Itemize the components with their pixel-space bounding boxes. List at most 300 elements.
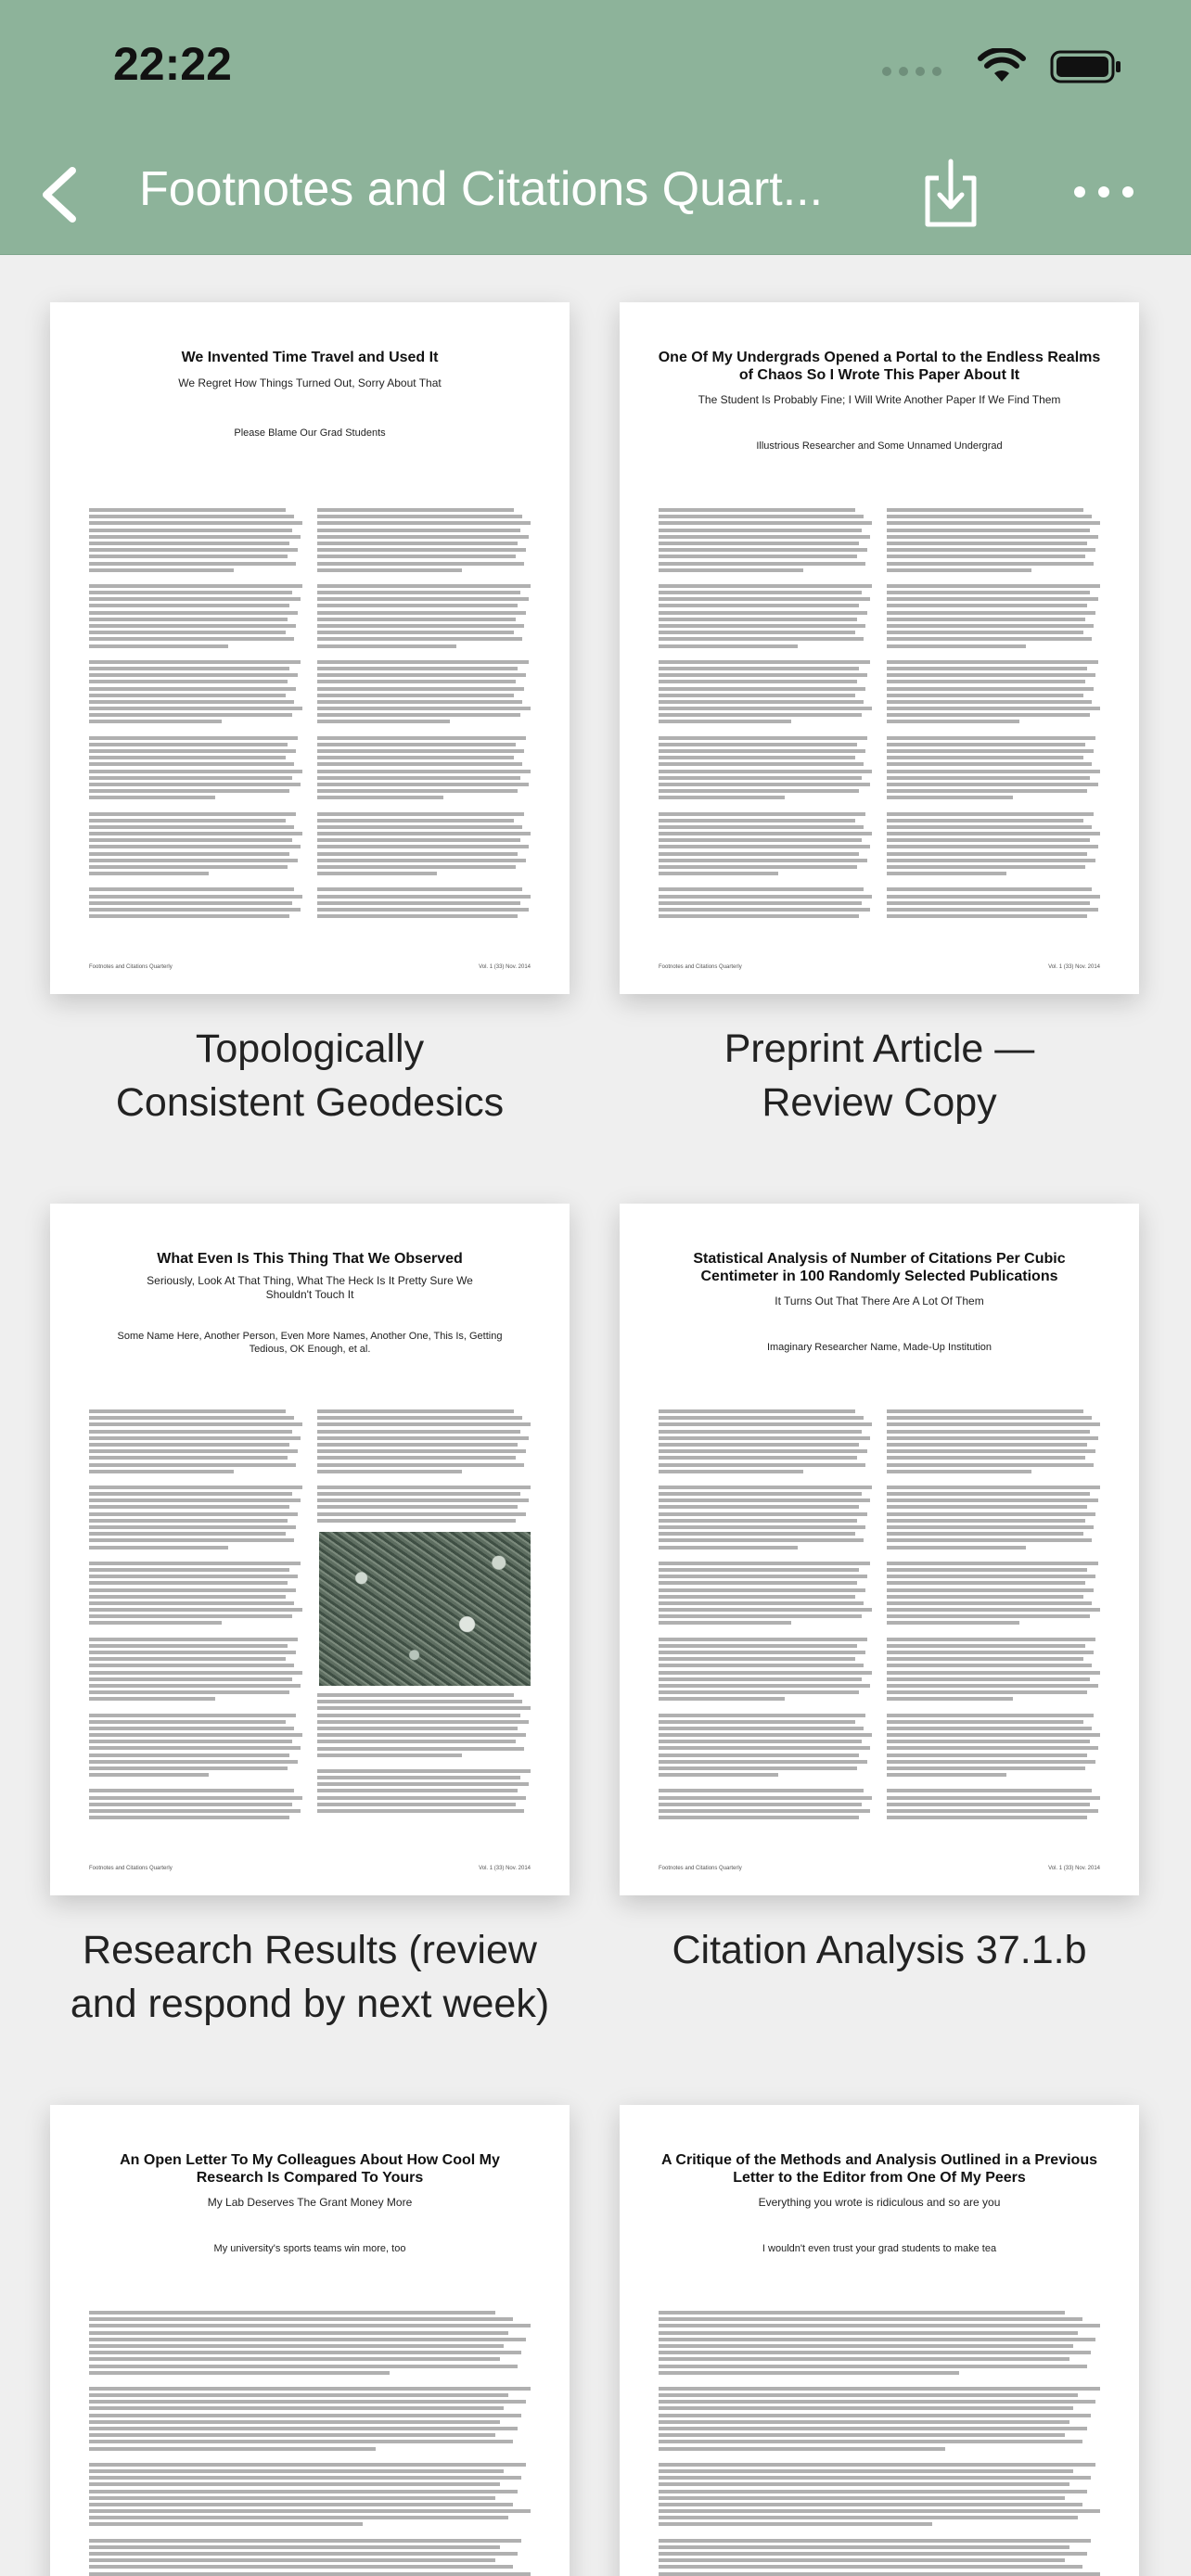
body-text-line — [89, 1538, 294, 1542]
body-text-line — [659, 2378, 1100, 2387]
body-text-line — [659, 529, 862, 532]
body-text-line — [317, 521, 531, 525]
body-text-line — [887, 1740, 1090, 1743]
body-text-line — [89, 2378, 531, 2387]
body-text-line — [89, 2463, 526, 2467]
body-text-line — [89, 1422, 302, 1426]
body-text-line — [659, 631, 855, 634]
paper-author: Please Blame Our Grad Students — [234, 427, 386, 439]
body-text-line — [89, 2552, 518, 2556]
body-text-line — [887, 812, 1094, 816]
body-text-line — [887, 895, 1100, 899]
body-text-line — [317, 1753, 462, 1757]
body-text-line — [659, 673, 867, 677]
body-text-line — [659, 1803, 862, 1806]
body-text-line — [887, 872, 1006, 875]
body-text-line — [89, 1651, 296, 1654]
body-text-line — [89, 1779, 302, 1789]
body-text-line — [89, 2572, 531, 2576]
body-text-line — [659, 1720, 855, 1724]
body-text-line — [887, 803, 1100, 812]
body-text-line — [659, 1436, 870, 1440]
page-footer-left: Footnotes and Citations Quarterly — [89, 964, 173, 970]
body-text-line — [317, 1505, 518, 1509]
body-text-line — [659, 1753, 859, 1757]
body-text-line — [659, 1816, 859, 1819]
body-text-line — [887, 1677, 1090, 1681]
body-text-line — [89, 667, 289, 670]
body-text-line — [317, 1782, 529, 1786]
body-text-line — [887, 1733, 1100, 1737]
body-text-line — [887, 707, 1100, 710]
body-text-line — [89, 720, 222, 723]
body-text-line — [89, 2351, 521, 2354]
body-text-line — [89, 1443, 289, 1447]
page-footer-right: Vol. 1 (33) Nov. 2014 — [1048, 1866, 1100, 1871]
body-text-line — [89, 1740, 292, 1743]
body-text-line — [887, 1505, 1087, 1509]
body-text-line — [317, 1498, 529, 1502]
body-text-line — [317, 700, 522, 704]
body-text-line — [317, 707, 531, 710]
body-text-line — [317, 1760, 531, 1769]
body-text-line — [659, 770, 872, 773]
body-text-line — [89, 812, 296, 816]
body-text-line — [887, 1753, 1087, 1757]
body-text-line — [659, 2482, 1069, 2486]
body-text-line — [317, 568, 462, 572]
body-text-line — [659, 575, 872, 584]
body-text-line — [89, 651, 302, 660]
body-text-line — [659, 1422, 872, 1426]
body-text-line — [317, 783, 529, 786]
body-text-line — [89, 1753, 289, 1757]
body-text-line — [659, 555, 857, 558]
body-text-line — [887, 713, 1090, 717]
body-text-line — [317, 631, 514, 634]
body-text-line — [317, 901, 520, 905]
body-text-line — [887, 1470, 1031, 1473]
body-text-line — [887, 1644, 1085, 1648]
body-text-line — [659, 1601, 864, 1605]
body-text-line — [89, 895, 302, 899]
body-text-line — [659, 872, 778, 875]
body-text-line — [887, 1727, 1092, 1730]
paper-title: Statistical Analysis of Number of Citations Per Cubic Centimeter in 100 Randomly Selected Publications — [693, 1251, 1066, 1284]
body-text-line — [659, 521, 872, 525]
body-text-line — [89, 1720, 286, 1724]
body-text-line — [317, 591, 520, 594]
body-text-line — [89, 2503, 513, 2506]
body-text-line — [659, 865, 857, 869]
body-text-line — [89, 529, 292, 532]
body-text-line — [659, 1733, 872, 1737]
more-options-button[interactable] — [1067, 169, 1141, 215]
body-text-line — [659, 1486, 872, 1489]
body-text-line — [659, 736, 867, 740]
body-text-line — [887, 1773, 1006, 1777]
body-text-line — [659, 783, 870, 786]
body-text-line — [887, 1562, 1098, 1565]
body-text-line — [317, 584, 531, 588]
body-text-line — [659, 852, 859, 856]
body-text-line — [317, 1714, 520, 1717]
body-text-line — [89, 1546, 228, 1549]
body-text-line — [89, 1532, 286, 1536]
body-text-line — [659, 2530, 1100, 2539]
body-text-line — [317, 812, 524, 816]
paper-subtitle: Seriously, Look At That Thing, What The Heck Is It Pretty Sure We Shouldn't Touch It — [147, 1274, 473, 1301]
body-text-line — [659, 825, 864, 829]
body-text-line — [317, 796, 443, 799]
body-text-line — [887, 1671, 1100, 1675]
body-text-line — [659, 1552, 872, 1562]
body-text-line — [89, 1430, 292, 1434]
ellipsis-icon — [1067, 169, 1141, 215]
document-thumbnail[interactable] — [50, 1204, 570, 1895]
body-text-line — [317, 838, 520, 842]
body-text-line — [89, 832, 302, 835]
body-text-line — [659, 707, 872, 710]
page-footer-left: Footnotes and Citations Quarterly — [89, 1866, 173, 1871]
body-text-line — [887, 1532, 1083, 1536]
document-thumbnail[interactable] — [620, 2105, 1139, 2576]
body-text-line — [317, 1727, 518, 1730]
document-caption[interactable]: Topologically Consistent Geodesics — [115, 1027, 505, 1125]
paper-title: A Critique of the Methods and Analysis Outlined in a Previous Letter to the Editor from One Of My Peers — [661, 2152, 1097, 2186]
body-text-line — [659, 2552, 1087, 2556]
paper-title: One Of My Undergrads Opened a Portal to the Endless Realms of Chaos So I Wrote This Paper About It — [658, 350, 1101, 383]
body-text-line — [659, 611, 867, 615]
paper-subtitle: It Turns Out That There Are A Lot Of Them — [775, 1294, 984, 1307]
body-text-line — [659, 1638, 867, 1641]
body-text-line — [887, 756, 1083, 759]
body-text-line — [317, 736, 526, 740]
body-text-line — [659, 562, 865, 566]
body-text-line — [887, 515, 1092, 518]
body-text-line — [89, 776, 292, 780]
body-text-line — [659, 568, 803, 572]
body-text-line — [887, 1486, 1100, 1489]
body-text-line — [887, 1657, 1083, 1661]
body-text-line — [659, 1588, 865, 1592]
body-text-line — [659, 1532, 855, 1536]
body-text-line — [887, 1816, 1087, 1819]
body-text-line — [89, 1677, 292, 1681]
page-footer-left: Footnotes and Citations Quarterly — [659, 964, 742, 970]
page-footer-right: Vol. 1 (33) Nov. 2014 — [479, 1866, 531, 1871]
body-text-line — [659, 2393, 1078, 2397]
body-text-line — [887, 1525, 1094, 1529]
body-text-line — [659, 644, 798, 648]
body-text-line — [659, 700, 864, 704]
body-text-line — [659, 1809, 870, 1813]
body-text-line — [887, 673, 1095, 677]
body-text-line — [659, 1677, 862, 1681]
body-text-line — [659, 1714, 865, 1717]
body-text-line — [317, 825, 522, 829]
document-grid — [0, 254, 1191, 2576]
body-text-line — [89, 535, 301, 539]
body-text-line — [89, 2440, 513, 2443]
body-text-line — [317, 1693, 514, 1697]
body-text-line — [887, 825, 1092, 829]
body-text-line — [659, 1562, 870, 1565]
body-text-line — [317, 1809, 524, 1813]
document-caption[interactable]: Preprint Article — Review Copy — [724, 1027, 1035, 1125]
body-text-line — [887, 1608, 1100, 1612]
body-text-line — [89, 1664, 294, 1667]
body-text-line — [659, 1595, 855, 1599]
text-column — [89, 508, 302, 921]
body-text-line — [317, 1796, 526, 1800]
body-text-line — [89, 2393, 508, 2397]
body-text-line — [887, 1714, 1094, 1717]
body-text-line — [89, 736, 298, 740]
body-text-line — [659, 901, 862, 905]
body-text-line — [659, 2427, 1087, 2430]
body-text-line — [659, 1546, 798, 1549]
body-text-line — [659, 803, 872, 812]
body-text-line — [659, 1621, 791, 1625]
nav-title: Footnotes and Citations Quart... — [139, 162, 824, 216]
body-text-line — [317, 687, 524, 691]
body-text-line — [887, 789, 1087, 793]
body-text-line — [89, 2496, 495, 2500]
body-text-line — [89, 1760, 298, 1764]
body-text-line — [659, 908, 870, 912]
body-text-line — [89, 2371, 390, 2375]
body-text-line — [89, 2490, 518, 2493]
body-text-line — [89, 1638, 298, 1641]
body-text-line — [887, 1588, 1094, 1592]
body-text-line — [89, 1789, 294, 1792]
body-text-line — [317, 1519, 516, 1523]
body-text-line — [659, 2338, 1095, 2341]
body-text-line — [659, 2387, 1100, 2391]
body-text-line — [317, 611, 526, 615]
body-text-line — [659, 1644, 857, 1648]
body-text-line — [887, 852, 1087, 856]
body-text-line — [659, 838, 862, 842]
body-text-line — [659, 597, 870, 601]
body-text-line — [89, 2522, 363, 2526]
body-text-line — [317, 660, 529, 664]
body-text-line — [89, 1456, 288, 1460]
body-text-line — [887, 776, 1090, 780]
body-text-line — [659, 2539, 1091, 2543]
body-text-line — [659, 1463, 865, 1467]
body-text-line — [659, 1409, 855, 1413]
body-text-line — [89, 1498, 301, 1502]
body-text-line — [89, 707, 302, 710]
body-text-line — [659, 1470, 803, 1473]
body-text-line — [89, 1505, 289, 1509]
body-text-line — [317, 673, 526, 677]
body-text-line — [887, 1456, 1085, 1460]
body-text-line — [659, 1789, 864, 1792]
body-text-line — [659, 1525, 865, 1529]
body-text-line — [887, 1546, 1026, 1549]
body-text-line — [317, 1803, 516, 1806]
body-text-line — [659, 1430, 862, 1434]
body-text-line — [659, 1519, 857, 1523]
body-text-line — [317, 1740, 516, 1743]
body-text-line — [659, 2433, 1065, 2437]
body-text-line — [317, 575, 531, 584]
body-text-line — [89, 1733, 302, 1737]
body-text-line — [317, 1512, 526, 1516]
text-column — [317, 508, 531, 921]
back-button[interactable] — [32, 159, 96, 230]
body-text-line — [659, 713, 862, 717]
body-text-line — [887, 878, 1100, 887]
body-text-line — [887, 1409, 1083, 1413]
body-text-line — [659, 1628, 872, 1638]
body-text-line — [317, 803, 531, 812]
document-thumbnail[interactable] — [50, 2105, 570, 2576]
text-column — [887, 1409, 1100, 1822]
body-text-line — [887, 736, 1095, 740]
document-thumbnail[interactable] — [50, 302, 570, 994]
body-text-line — [659, 2324, 1100, 2327]
body-text-line — [887, 1651, 1094, 1654]
body-text-line — [89, 803, 302, 812]
body-text-line — [659, 832, 872, 835]
body-text-line — [89, 694, 286, 697]
body-text-line — [887, 1779, 1100, 1789]
body-text-line — [659, 1697, 785, 1701]
text-column — [317, 1693, 531, 1816]
body-text-line — [887, 637, 1092, 641]
body-text-line — [659, 1443, 859, 1447]
body-text-line — [317, 618, 516, 621]
body-text-line — [887, 1684, 1098, 1688]
body-text-line — [659, 637, 864, 641]
body-text-line — [89, 1684, 301, 1688]
body-text-line — [317, 1449, 526, 1453]
body-text-line — [659, 1568, 859, 1572]
share-button[interactable] — [918, 150, 983, 234]
body-text-line — [317, 832, 531, 835]
body-text-line — [887, 542, 1087, 545]
body-text-line — [887, 1492, 1090, 1496]
body-text-line — [659, 2317, 1082, 2321]
body-text-line — [317, 819, 514, 823]
body-text-line — [89, 1803, 292, 1806]
body-text-line — [317, 878, 531, 887]
body-text-line — [89, 783, 301, 786]
body-text-line — [317, 1769, 531, 1773]
body-text-line — [887, 529, 1090, 532]
share-download-icon — [918, 150, 983, 234]
body-text-line — [887, 700, 1092, 704]
document-thumbnail[interactable] — [620, 302, 1139, 994]
body-text-line — [89, 727, 302, 736]
body-text-line — [89, 1476, 302, 1486]
body-text-line — [89, 1809, 301, 1813]
body-text-line — [659, 624, 865, 628]
body-text-line — [89, 2427, 518, 2430]
body-text-line — [317, 1443, 518, 1447]
body-text-line — [659, 2496, 1065, 2500]
body-text-line — [659, 2490, 1087, 2493]
body-text-line — [659, 743, 857, 746]
body-text-line — [659, 1538, 864, 1542]
body-text-line — [887, 597, 1098, 601]
paper-title: What Even Is This Thing That We Observed — [157, 1251, 463, 1267]
body-text-line — [89, 1746, 301, 1750]
text-column — [89, 2311, 531, 2576]
body-text-line — [89, 2509, 531, 2513]
body-text-line — [659, 1727, 864, 1730]
body-text-line — [659, 796, 785, 799]
body-text-line — [659, 762, 864, 766]
body-text-line — [317, 1456, 516, 1460]
body-text-line — [89, 762, 294, 766]
status-bar — [0, 0, 1191, 139]
body-text-line — [887, 555, 1085, 558]
body-text-line — [89, 1463, 296, 1467]
body-text-line — [659, 819, 855, 823]
body-text-line — [659, 2509, 1100, 2513]
body-text-line — [659, 2311, 1065, 2315]
body-text-line — [89, 2420, 500, 2424]
body-text-line — [887, 618, 1085, 621]
page-footer-right: Vol. 1 (33) Nov. 2014 — [1048, 964, 1100, 970]
body-text-line — [89, 1436, 301, 1440]
body-text-line — [89, 597, 301, 601]
body-text-line — [659, 584, 872, 588]
body-text-line — [887, 1704, 1100, 1714]
document-caption[interactable]: Research Results (review and respond by next week) — [70, 1928, 550, 2026]
body-text-line — [887, 584, 1100, 588]
body-text-line — [659, 1779, 872, 1789]
body-text-line — [317, 762, 522, 766]
body-text-line — [317, 1700, 522, 1703]
body-text-line — [89, 2331, 508, 2335]
body-text-line — [887, 1766, 1085, 1770]
body-text-line — [89, 859, 298, 862]
body-text-line — [317, 535, 529, 539]
body-text-line — [659, 1746, 870, 1750]
body-text-line — [89, 1671, 302, 1675]
body-text-line — [887, 1449, 1095, 1453]
body-text-line — [887, 838, 1090, 842]
document-caption[interactable]: Citation Analysis 37.1.b — [672, 1928, 1087, 1972]
body-text-line — [659, 515, 864, 518]
body-text-line — [659, 887, 864, 891]
body-text-line — [89, 1766, 288, 1770]
body-text-line — [89, 852, 289, 856]
body-text-line — [659, 2351, 1091, 2354]
body-text-line — [887, 591, 1090, 594]
paper-subtitle: My Lab Deserves The Grant Money More — [207, 2196, 413, 2209]
body-text-line — [89, 908, 301, 912]
body-text-line — [887, 508, 1083, 512]
body-text-line — [659, 1690, 859, 1694]
body-text-line — [89, 660, 301, 664]
document-thumbnail[interactable] — [620, 1204, 1139, 1895]
body-text-line — [89, 631, 286, 634]
body-text-line — [659, 1740, 862, 1743]
body-text-line — [317, 776, 520, 780]
body-text-line — [89, 2344, 504, 2348]
body-text-line — [887, 604, 1087, 607]
body-text-line — [887, 1498, 1098, 1502]
body-text-line — [887, 1581, 1085, 1585]
body-text-line — [887, 521, 1100, 525]
